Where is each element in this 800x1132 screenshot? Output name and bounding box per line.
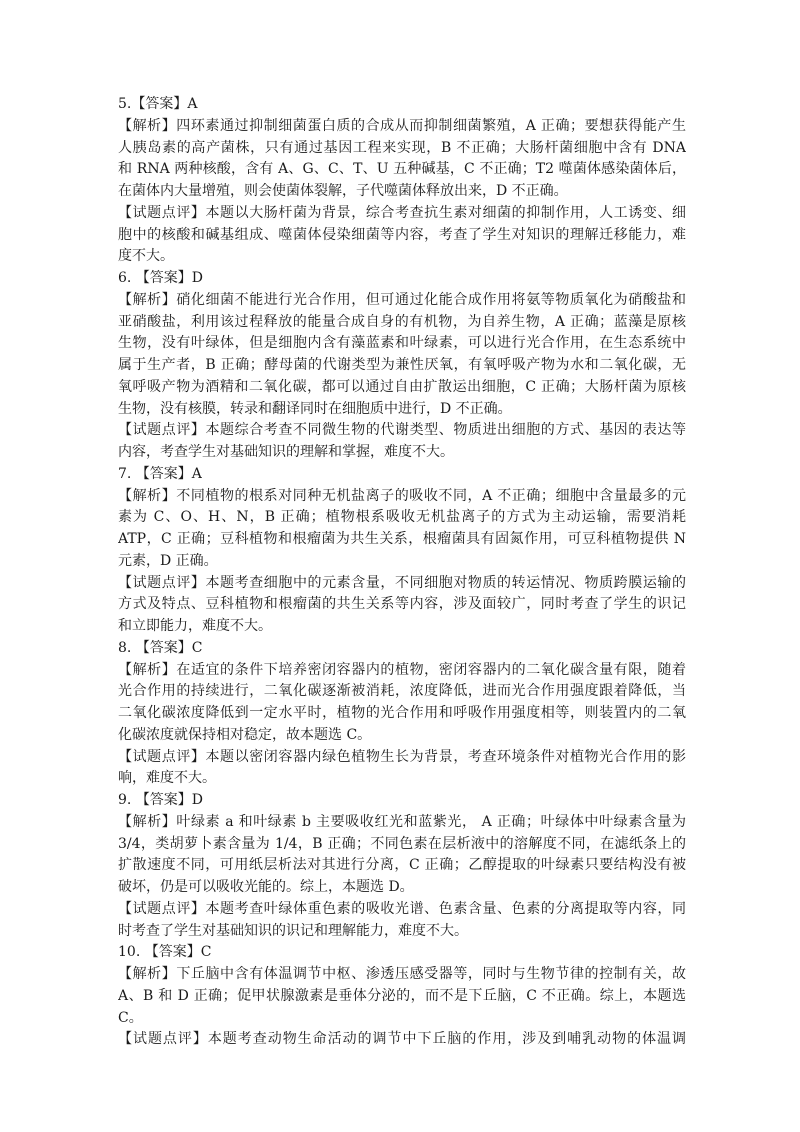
text-line: 在菌体内大量增殖，则会使菌体裂解，子代噬菌体释放出来，D 不正确。	[118, 183, 568, 199]
text-line: 扩散速度不同，可用纸层析法对其进行分离，C 正确；乙醇提取的叶绿素只要结构没有被	[118, 857, 686, 874]
text-line: 【解析】不同植物的根系对同种无机盐离子的吸收不同，A 不正确；细胞中含量最多的元	[118, 487, 686, 504]
text-line: ATP，C 正确；豆科植物和根瘤菌为共生关系，根瘤菌具有固氮作用，可豆科植物提供 N	[118, 531, 686, 547]
text-line: 【解析】硝化细菌不能进行光合作用，但可通过化能合成作用将氨等物质氧化为硝酸盐和	[118, 291, 686, 308]
text-line: 【试题点评】本题以密闭容器内绿色植物生长为背景，考查环境条件对植物光合作用的影	[118, 748, 686, 765]
text-line: 【试题点评】本题综合考查不同微生物的代谢类型、物质进出细胞的方式、基因的表达等	[118, 422, 686, 439]
text-line: 方式及特点、豆科植物和根瘤菌的共生关系等内容，涉及面较广，同时考查了学生的识记	[118, 596, 686, 613]
text-line: 内容，考查学生对基础知识的理解和掌握，难度不大。	[118, 444, 454, 460]
text-line: 生物，没有核膜，转录和翻译同时在细胞质中进行，D 不正确。	[118, 400, 512, 417]
text-line: 元素，D 正确。	[118, 552, 218, 569]
text-line: 【解析】下丘脑中含有体温调节中枢、渗透压感受器等，同时与生物节律的控制有关，故	[118, 966, 686, 982]
text-line: 二氧化碳浓度降低到一定水平时，植物的光合作用和呼吸作用强度相等，则装置内的二氧	[118, 705, 686, 721]
text-line: 度不大。	[118, 248, 174, 265]
text-line: 6. 【答案】D	[118, 270, 204, 286]
text-line: 【试题点评】本题考查动物生命活动的调节中下丘脑的作用，涉及到哺乳动物的体温调	[118, 1031, 686, 1048]
text-line: 8. 【答案】C	[118, 639, 203, 656]
text-line: 和立即能力，难度不大。	[118, 618, 272, 634]
text-line: C。	[118, 1009, 143, 1026]
text-line: 素为 C、O、H、N，B 正确；植物根系吸收无机盐离子的方式为主动运输，需要消耗	[118, 509, 686, 526]
text-line: 响，难度不大。	[118, 770, 216, 787]
text-line: 【解析】叶绿素 a 和叶绿素 b 主要吸收红光和蓝紫光， A 正确；叶绿体中叶绿素含量为	[118, 813, 686, 830]
text-line: 3/4，类胡萝卜素含量为 1/4，B 正确；不同色素在层析液中的溶解度不同，在滤纸条上的	[118, 835, 686, 852]
text-line: 人胰岛素的高产菌株，只有通过基因工程来实现，B 不正确；大肠杆菌细胞中含有 DNA	[118, 139, 686, 156]
text-line: A、B 和 D 正确；促甲状腺激素是垂体分泌的，而不是下丘脑，C 不正确。综上，本题选	[118, 987, 686, 1004]
text-line: 10. 【答案】C	[118, 944, 212, 961]
text-line: 光合作用的持续进行，二氧化碳逐渐被消耗，浓度降低，进而光合作用强度跟着降低，当	[118, 683, 686, 700]
text-line: 亚硝酸盐，利用该过程释放的能量合成自身的有机物，为自养生物，A 正确；蓝藻是原核	[118, 313, 686, 330]
text-line: 【试题点评】本题以大肠杆菌为背景，综合考查抗生素对细菌的抑制作用，人工诱变、细	[118, 204, 686, 221]
text-line: 5.【答案】A	[118, 96, 198, 112]
text-line: 【试题点评】本题考查细胞中的元素含量，不同细胞对物质的转运情况、物质跨膜运输的	[118, 574, 686, 591]
text-line: 和 RNA 两种核酸，含有 A、G、C、T、U 五种碱基，C 不正确；T2 噬菌体感染菌体后，	[118, 161, 686, 178]
text-line: 时考查了学生对基础知识的识记和理解能力，难度不大。	[118, 922, 468, 939]
text-line: 生物，没有叶绿体，但是细胞内含有藻蓝素和叶绿素，可以进行光合作用，在生态系统中	[118, 335, 686, 352]
text-line: 【解析】四环素通过抑制细菌蛋白质的合成从而抑制细菌繁殖，A 正确；要想获得能产生	[118, 117, 686, 134]
text-line: 【试题点评】本题考查叶绿体重色素的吸收光谱、色素含量、色素的分离提取等内容，同	[118, 900, 686, 917]
text-line: 氧呼吸产物为酒精和二氧化碳，都可以通过自由扩散运出细胞，C 正确；大肠杆菌为原核	[118, 378, 686, 395]
text-line: 胞中的核酸和碱基组成、噬菌体侵染细菌等内容，考查了学生对知识的理解迁移能力，难	[118, 226, 686, 243]
text-line: 9. 【答案】D	[118, 792, 204, 808]
text-line: 属于生产者，B 正确；酵母菌的代谢类型为兼性厌氧，有氧呼吸产物为水和二氧化碳，无	[118, 357, 686, 373]
text-line: 【解析】在适宜的条件下培养密闭容器内的植物，密闭容器内的二氧化碳含量有限，随着	[118, 661, 686, 678]
text-line: 破坏，仍是可以吸收光能的。综上，本题选 D。	[118, 879, 414, 895]
text-line: 7. 【答案】A	[118, 465, 202, 482]
text-line: 化碳浓度就保持相对稳定，故本题选 C。	[118, 726, 372, 743]
